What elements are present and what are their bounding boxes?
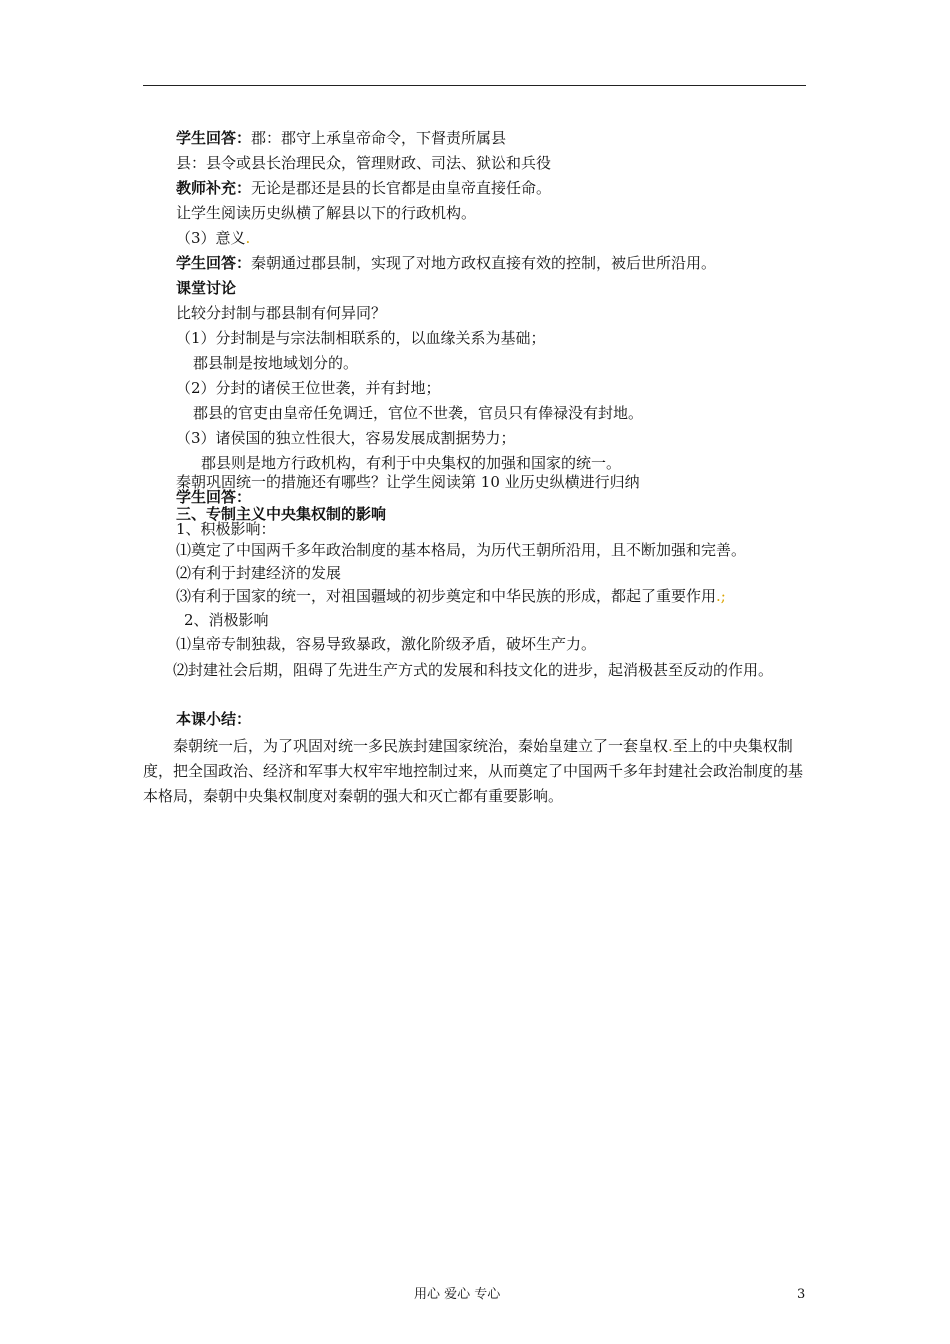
positive-impact-3-mark: .; <box>716 587 726 605</box>
significance-mark: . <box>245 229 251 247</box>
footer-slogan: 用心 爱心 专心 <box>414 1287 501 1302</box>
reading-instruction: 让学生阅读历史纵横了解县以下的行政机构。 <box>176 204 477 222</box>
positive-impact-3-text: ⑶有利于国家的统一，对祖国疆域的初步奠定和中华民族的形成，都起了重要作用 <box>176 587 717 605</box>
page-number: 3 <box>797 1287 806 1302</box>
comparison-item-1-detail: 郡县制是按地域划分的。 <box>193 354 359 372</box>
positive-impact-1: ⑴奠定了中国两千多年政治制度的基本格局，为历代王朝所沿用，且不断加强和完善。 <box>176 541 747 559</box>
consolidation-question: 秦朝巩固统一的措施还有哪些？让学生阅读第 10 业历史纵横进行归纳 <box>176 473 640 491</box>
positive-impact-heading: 1、积极影响： <box>176 520 276 538</box>
comparison-item-2-detail: 郡县的官吏由皇帝任免调迁，官位不世袭，官员只有俸禄没有封地。 <box>193 404 644 422</box>
negative-impact-1: ⑴皇帝专制独裁，容易导致暴政，激化阶级矛盾，破坏生产力。 <box>176 635 597 653</box>
significance-text: （3）意义 <box>176 229 246 247</box>
summary-text-b: 至上的中央集权制度，把全国政治、经济和军事大权牢牢地控制过来，从而奠定了中国两千多年封建社会政治制度的基本格局，秦朝中央集权制度对秦朝的强大和灭亡都有重要影响。 <box>143 737 804 805</box>
student-answer-label: 学生回答： <box>176 129 252 147</box>
teacher-supplement <box>176 178 551 198</box>
class-discussion-heading: 课堂讨论 <box>176 279 237 297</box>
lesson-summary-heading: 本课小结： <box>176 710 252 728</box>
commandery-text: 郡：郡守上承皇帝命令，下督责所属县 <box>251 129 507 147</box>
comparison-item-2: （2）分封的诸侯王位世袭，并有封地； <box>176 379 441 397</box>
significance-heading <box>176 228 250 248</box>
teacher-supplement-label: 教师补充： <box>176 179 252 197</box>
significance-answer: 秦朝通过郡县制，实现了对地方政权直接有效的控制，被后世所沿用。 <box>251 254 717 272</box>
lesson-summary-paragraph <box>143 734 806 809</box>
header-rule <box>143 85 806 86</box>
student-answer-significance <box>176 253 716 273</box>
summary-mark: . <box>668 737 673 755</box>
positive-impact-3 <box>176 586 726 606</box>
positive-impact-2: ⑵有利于封建经济的发展 <box>176 564 342 582</box>
teacher-supplement-text: 无论是郡还是县的长官都是由皇帝直接任命。 <box>251 179 552 197</box>
comparison-item-3-detail: 郡县则是地方行政机构，有利于中央集权的加强和国家的统一。 <box>201 454 622 472</box>
discussion-question: 比较分封制与郡县制有何异同？ <box>176 304 387 322</box>
comparison-item-1: （1）分封制是与宗法制相联系的，以血缘关系为基础； <box>176 329 546 347</box>
student-answer-label: 学生回答： <box>176 488 252 506</box>
negative-impact-heading: 2、消极影响 <box>184 611 269 629</box>
student-answer-commandery <box>176 128 506 148</box>
negative-impact-2: ⑵封建社会后期，阻碍了先进生产方式的发展和科技文化的进步，起消极甚至反动的作用。 <box>173 661 774 679</box>
section-three-heading: 三、专制主义中央集权制的影响 <box>176 505 387 523</box>
comparison-item-3: （3）诸侯国的独立性很大，容易发展成割据势力； <box>176 429 516 447</box>
student-answer-label: 学生回答： <box>176 254 252 272</box>
county-text: 县：县令或县长治理民众，管理财政、司法、狱讼和兵役 <box>176 154 552 172</box>
summary-text-a: 秦朝统一后，为了巩固对统一多民族封建国家统治，秦始皇建立了一套皇权 <box>173 737 669 755</box>
